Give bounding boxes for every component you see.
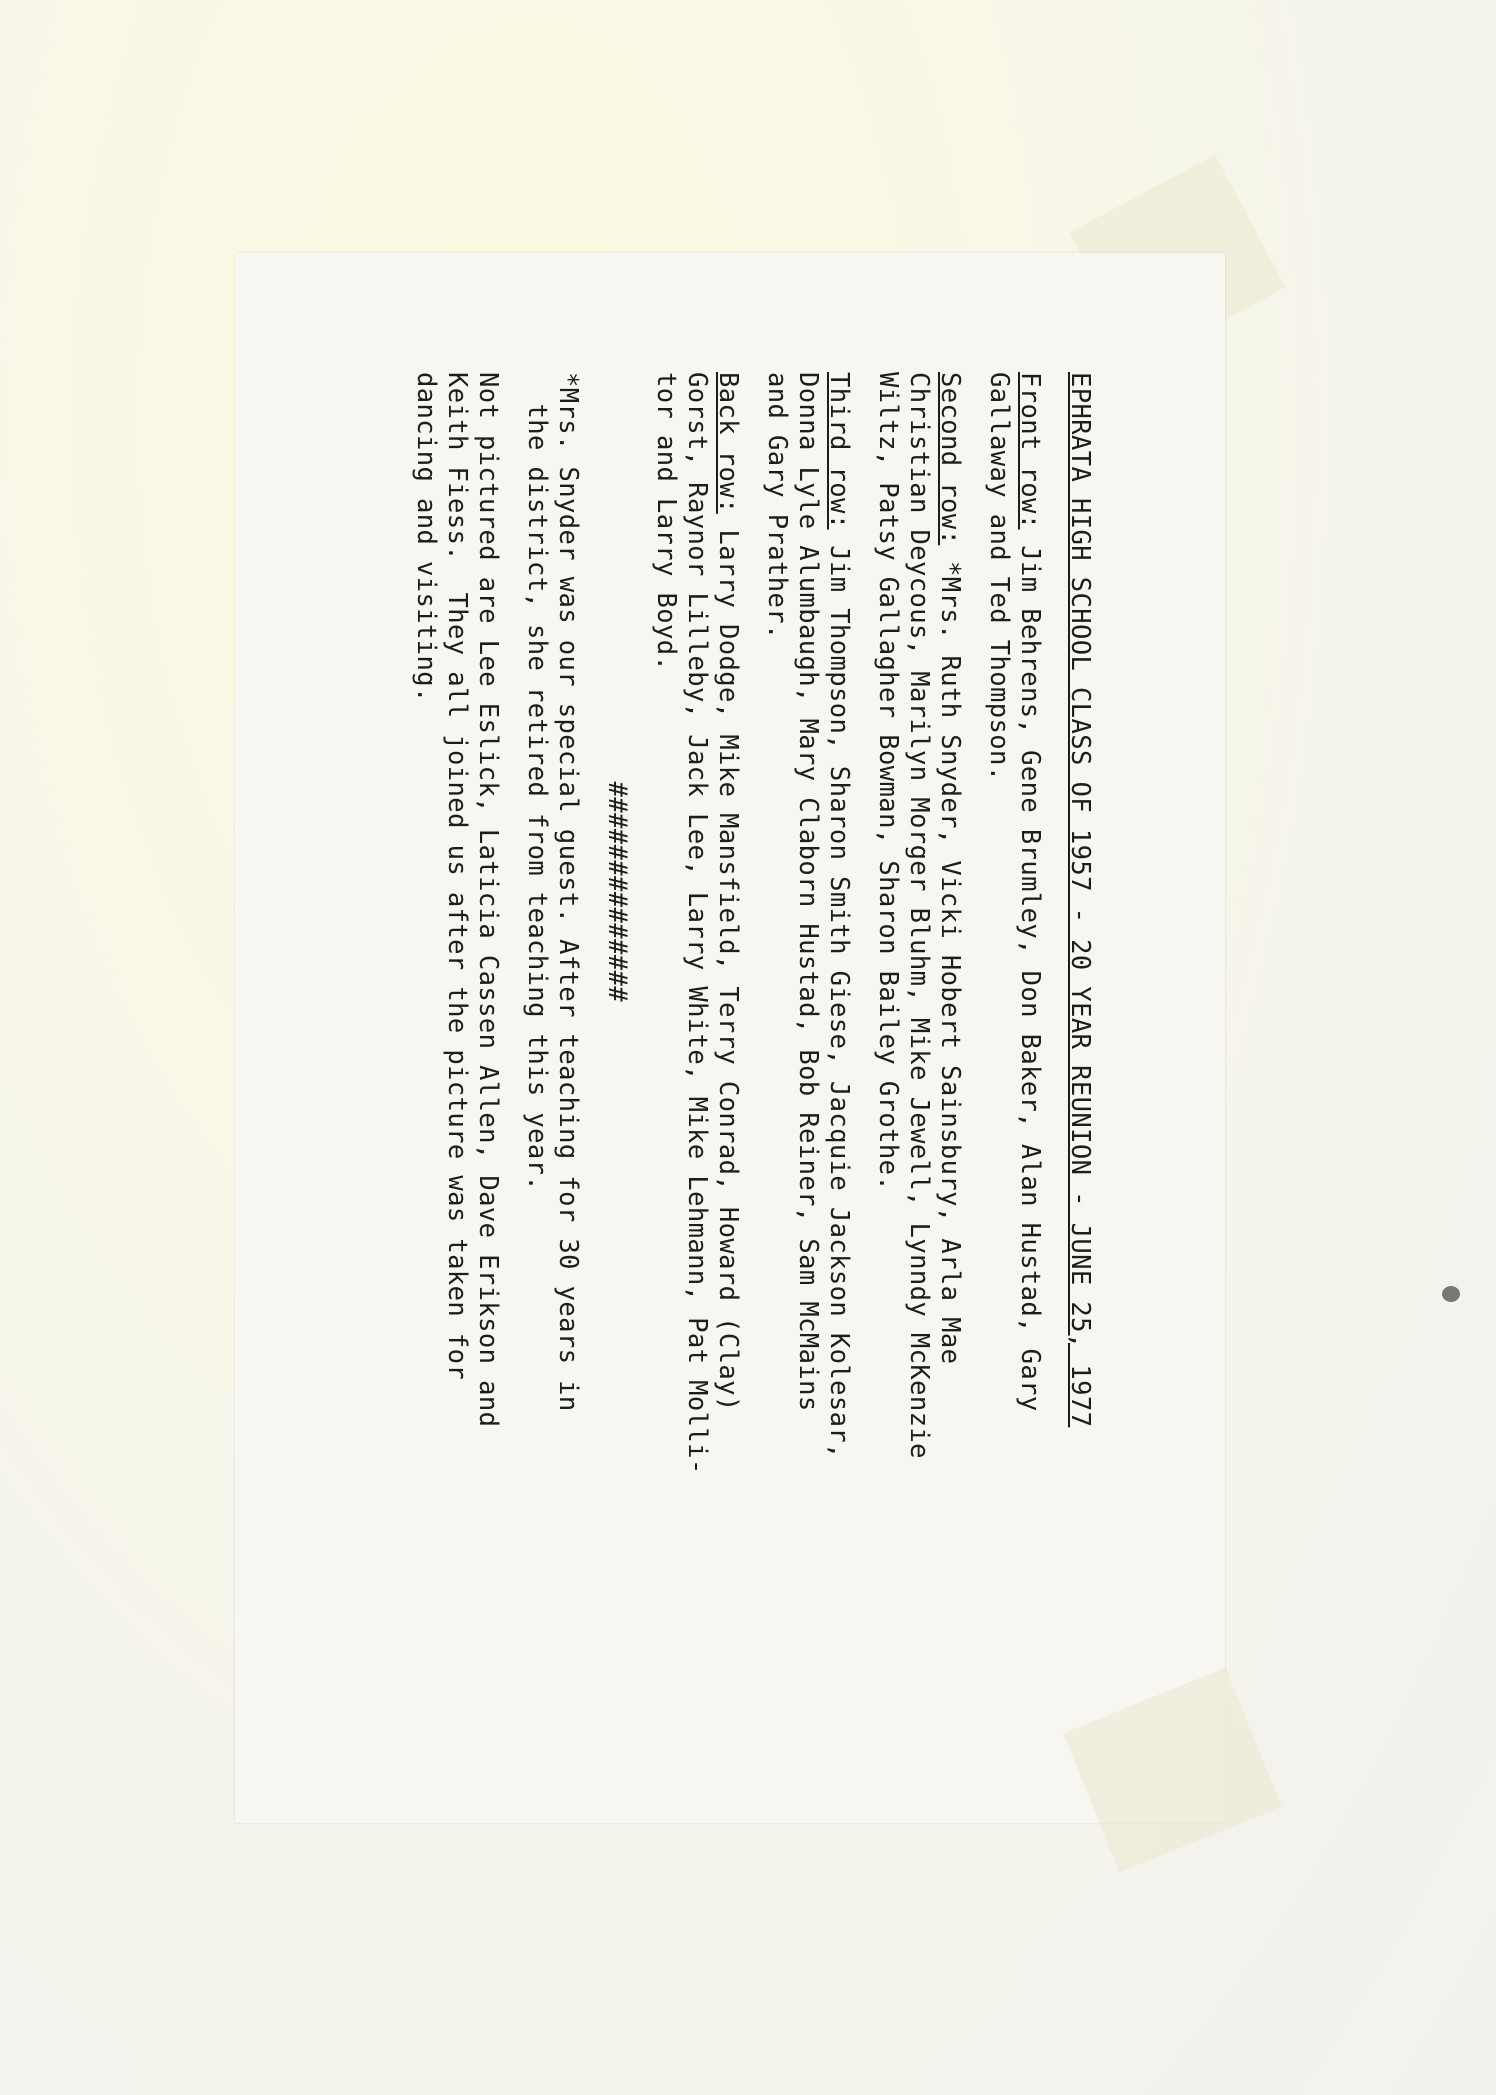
- third-row-line: Jim Thompson, Sharon Smith Giese, Jacquie Jackson Kolesar,: [824, 529, 854, 1459]
- second-row-line: Christian Deycous, Marilyn Morger Bluhm, Mike Jewell, Lynndy McKenzie: [904, 372, 934, 1459]
- footnote-line: *Mrs. Snyder was our special guest. After teaching for 30 years in: [553, 372, 583, 1412]
- back-row-line: tor and Larry Boyd.: [651, 372, 681, 672]
- back-row-label: Back row:: [713, 372, 743, 514]
- not-pictured-line: dancing and visiting.: [411, 372, 441, 703]
- third-row-paragraph: [761, 372, 854, 1572]
- not-pictured-paragraph: [410, 372, 503, 1572]
- back-row-line: Gorst, Raynor Lilleby, Jack Lee, Larry White, Mike Lehmann, Pat Molli-: [682, 372, 712, 1475]
- front-row-paragraph: [983, 372, 1045, 1572]
- third-row-label: Third row:: [824, 372, 854, 530]
- third-row-line: and Gary Prather.: [762, 372, 792, 640]
- document-title: EPHRATA HIGH SCHOOL CLASS OF 1957 - 20 YEAR REUNION - JUNE 25, 1977: [1065, 372, 1095, 1428]
- not-pictured-line: Keith Fiess. They all joined us after the picture was taken for: [442, 372, 472, 1381]
- footnote-paragraph: [521, 372, 583, 1572]
- footnote-line: the district, she retired from teaching this year.: [522, 372, 552, 1192]
- not-pictured-line: Not pictured are Lee Eslick, Laticia Cassen Allen, Dave Erikson and: [473, 372, 503, 1428]
- second-row-paragraph: [872, 372, 965, 1572]
- front-row-line: Jim Behrens, Gene Brumley, Don Baker, Alan Hustad, Gary: [1015, 529, 1045, 1412]
- second-row-line: *Mrs. Ruth Snyder, Vicki Hobert Sainsbury, Arla Mae: [935, 545, 965, 1365]
- back-row-paragraph: [650, 372, 743, 1572]
- back-row-line: Larry Dodge, Mike Mansfield, Terry Conrad, Howard (Clay): [713, 513, 743, 1412]
- mount-hole: [1442, 1286, 1460, 1302]
- caption-text: [315, 372, 1095, 1572]
- separator-hashes: ##############: [602, 781, 632, 1003]
- third-row-line: Donna Lyle Alumbaugh, Mary Claborn Hustad, Bob Reiner, Sam McMains: [793, 372, 823, 1412]
- separator-line: [601, 372, 632, 1572]
- front-row-line: Gallaway and Ted Thompson.: [984, 372, 1014, 782]
- second-row-line: Wiltz, Patsy Gallagher Bowman, Sharon Bailey Grothe.: [873, 372, 903, 1192]
- front-row-label: Front row:: [1015, 372, 1045, 530]
- second-row-label: Second row:: [935, 372, 965, 546]
